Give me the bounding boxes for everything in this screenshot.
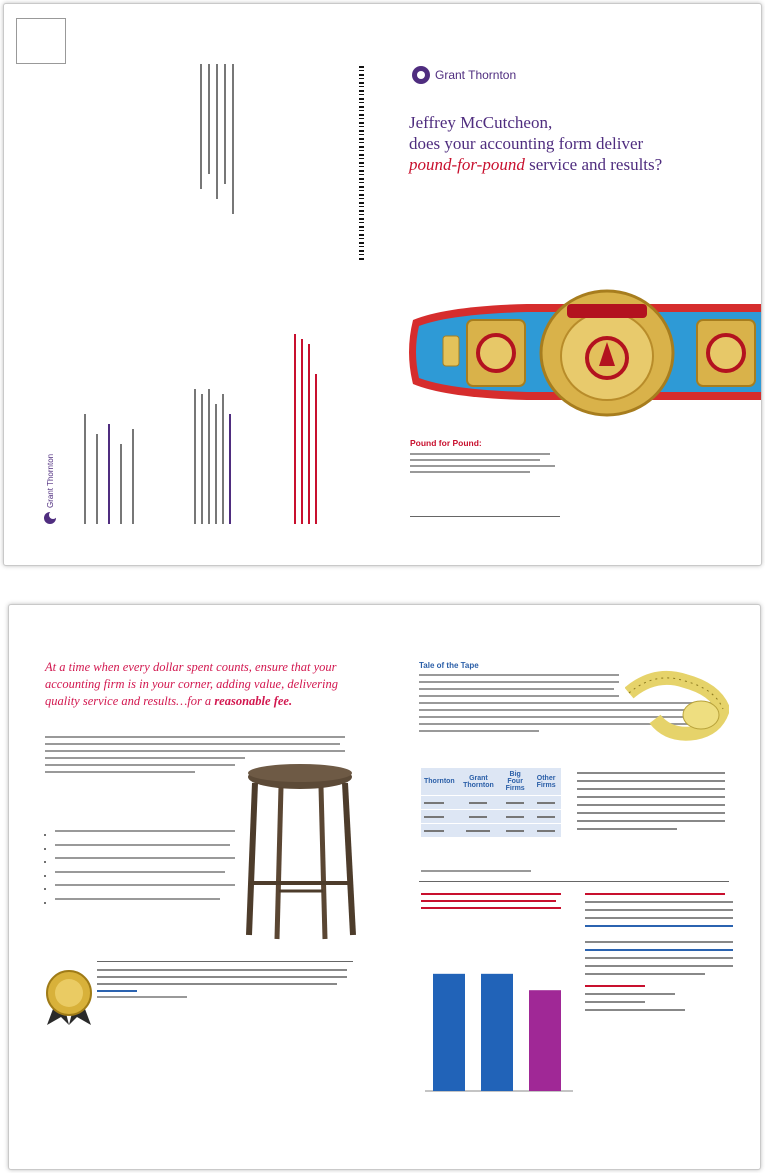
mailer-reply-text xyxy=(194,389,236,524)
table-row xyxy=(421,824,561,838)
caption-lead: Pound for Pound: xyxy=(410,438,482,448)
medal-seal-icon xyxy=(43,969,95,1025)
client-quote xyxy=(97,965,353,1001)
table-row xyxy=(421,796,561,810)
tale-of-tape-heading: Tale of the Tape xyxy=(419,661,479,670)
table-header: Grant Thornton xyxy=(458,768,499,796)
list-item xyxy=(55,884,265,895)
grant-thornton-small-logo-icon xyxy=(44,512,56,524)
mailer-cover-sheet xyxy=(3,3,762,566)
table-header: Thornton xyxy=(421,768,458,796)
satisfaction-bar-chart xyxy=(421,937,577,1113)
championship-belt-illustration xyxy=(407,276,761,428)
mailer-brand: Grant Thornton xyxy=(45,453,55,508)
list-item xyxy=(55,871,265,882)
quote-rule xyxy=(97,961,353,962)
lead-bold: reasonable fee. xyxy=(214,694,293,708)
comparison-table xyxy=(421,768,561,838)
grant-thornton-logo-icon xyxy=(412,66,430,84)
list-item xyxy=(55,898,265,909)
table-row xyxy=(421,810,561,824)
lead-statement xyxy=(45,659,365,710)
headline-line-2: does your accounting form deliver xyxy=(409,134,644,153)
list-item xyxy=(55,844,265,855)
belt-caption xyxy=(410,438,560,477)
mailer-inside-sheet xyxy=(8,604,761,1170)
personalized-headline xyxy=(409,112,749,175)
headline-line-3: service and results? xyxy=(524,155,663,174)
chart-heading-block xyxy=(421,889,571,914)
table-note xyxy=(421,867,561,872)
caption-rule xyxy=(410,516,560,517)
headline-highlight: pound-for-pound xyxy=(409,155,525,174)
wooden-stool-illustration xyxy=(241,763,359,941)
mailer-address-lines xyxy=(84,414,144,524)
list-item xyxy=(55,857,265,868)
mailer-offer-text xyxy=(294,334,322,524)
headline-line-1: Jeffrey McCutcheon, xyxy=(409,113,553,132)
improve-section xyxy=(585,889,735,1017)
postage-stamp xyxy=(16,18,66,64)
list-item xyxy=(55,830,265,841)
table-header: Other Firms xyxy=(531,768,561,796)
measuring-tape-illustration xyxy=(625,663,729,741)
section-divider xyxy=(419,881,729,882)
address-block-rotated xyxy=(194,64,234,214)
lead-text: At a time when every dollar spent counts, ensure that your accounting firm is in your corner, adding value, delivering quality service and results…for a xyxy=(45,660,339,708)
services-list xyxy=(45,827,265,911)
chart-bar xyxy=(529,990,561,1091)
how-do-we-stack-up xyxy=(577,768,727,836)
tale-of-tape-section xyxy=(419,661,619,737)
chart-bar xyxy=(433,974,465,1091)
table-header: Big Four Firms xyxy=(499,768,531,796)
brand-name: Grant Thornton xyxy=(435,68,517,82)
chart-bar xyxy=(481,974,513,1091)
grant-thornton-logo xyxy=(412,66,516,84)
mailer-left-panel xyxy=(44,454,56,524)
barcode-rotated xyxy=(359,66,364,261)
